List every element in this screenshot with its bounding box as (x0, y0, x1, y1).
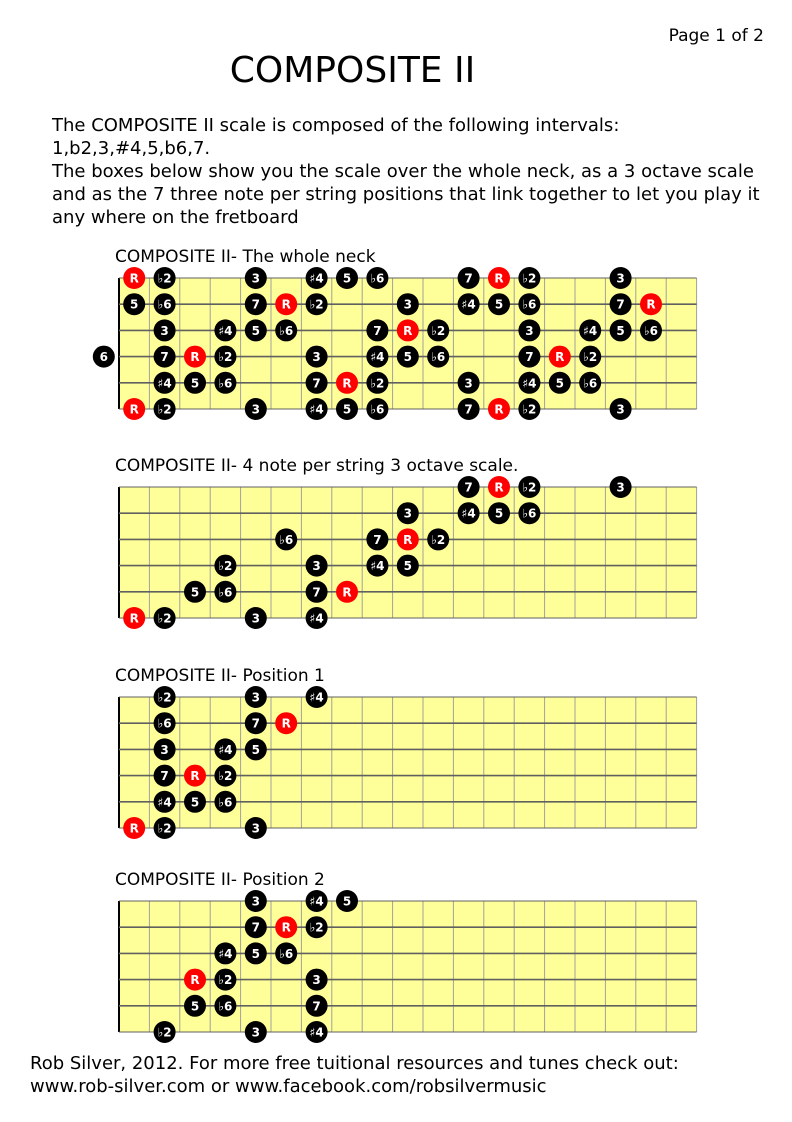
note-label: ♯4 (309, 271, 324, 286)
note-label: 7 (464, 480, 473, 495)
note-label: R (129, 821, 139, 836)
note-marker (306, 293, 328, 315)
note-label: R (494, 480, 504, 495)
note-marker (214, 995, 236, 1017)
note-marker (214, 969, 236, 991)
note-label: ♯4 (157, 795, 172, 810)
note-label: R (281, 297, 291, 312)
note-label: 5 (342, 894, 352, 909)
diagram-title: COMPOSITE II- The whole neck (115, 247, 376, 267)
note-label: R (342, 376, 352, 391)
note-label: 3 (616, 480, 625, 495)
note-marker (518, 293, 540, 315)
note-label: ♭6 (522, 506, 537, 521)
note-label: ♭6 (643, 323, 658, 338)
note-marker (154, 293, 176, 315)
note-label: ♭6 (370, 271, 385, 286)
note-marker (275, 528, 297, 550)
root-note-marker (640, 293, 662, 315)
note-marker (336, 890, 358, 912)
note-label: 5 (190, 376, 200, 391)
note-marker (306, 346, 328, 368)
note-label: 7 (616, 297, 625, 312)
fretboard (115, 686, 703, 836)
note-label: ♭6 (218, 585, 233, 600)
note-marker (184, 581, 206, 603)
note-marker (306, 267, 328, 289)
fretboard (115, 476, 703, 626)
diagram-title: COMPOSITE II- 4 note per string 3 octave scale. (115, 456, 519, 476)
note-marker (579, 372, 601, 394)
note-label: ♯4 (309, 611, 324, 626)
fretboard (99, 267, 703, 417)
note-label: ♭6 (157, 297, 172, 312)
note-label: R (494, 402, 504, 417)
note-marker (245, 890, 267, 912)
diagram-position-1 (115, 665, 325, 836)
note-marker (245, 319, 267, 341)
note-marker (93, 346, 115, 368)
note-label: ♯4 (370, 350, 385, 365)
note-marker (610, 319, 632, 341)
note-marker (306, 607, 328, 629)
diagram-position-2 (115, 869, 352, 1040)
note-label: 7 (312, 999, 321, 1014)
note-label: R (494, 271, 504, 286)
note-marker (306, 969, 328, 991)
note-marker (366, 267, 388, 289)
note-label: 5 (403, 350, 412, 365)
note-label: 5 (190, 585, 200, 600)
note-marker (275, 942, 297, 964)
note-label: ♭2 (218, 559, 233, 574)
note-label: ♭6 (157, 716, 172, 731)
root-note-marker (123, 267, 145, 289)
diagram-whole-neck (99, 246, 658, 417)
note-label: ♭2 (522, 271, 537, 286)
root-note-marker (336, 581, 358, 603)
note-marker (214, 319, 236, 341)
note-label: 5 (342, 402, 352, 417)
note-marker (610, 267, 632, 289)
note-marker (184, 995, 206, 1017)
note-label: ♭6 (431, 350, 446, 365)
note-label: 3 (464, 376, 473, 391)
note-marker (154, 372, 176, 394)
note-label: ♭2 (522, 402, 537, 417)
note-label: ♯4 (218, 323, 233, 338)
note-marker (214, 765, 236, 787)
note-label: 3 (403, 297, 412, 312)
note-marker (427, 346, 449, 368)
note-label: 7 (160, 769, 169, 784)
note-marker (154, 346, 176, 368)
note-marker (306, 686, 328, 708)
note-label: 3 (160, 323, 169, 338)
note-marker (427, 319, 449, 341)
note-label: ♭2 (218, 973, 233, 988)
note-label: ♭6 (279, 946, 294, 961)
note-label: ♯4 (370, 559, 385, 574)
note-marker (154, 712, 176, 734)
note-label: ♭2 (309, 920, 324, 935)
note-marker (336, 398, 358, 420)
root-note-marker (488, 398, 510, 420)
note-label: 7 (160, 350, 169, 365)
note-label: ♯4 (583, 323, 598, 338)
note-label: 3 (251, 821, 260, 836)
note-marker (245, 293, 267, 315)
note-marker (306, 372, 328, 394)
note-label: R (555, 350, 565, 365)
note-label: 3 (251, 690, 260, 705)
intro-text (52, 114, 772, 229)
note-label: ♯4 (522, 376, 537, 391)
note-label: ♭6 (218, 999, 233, 1014)
note-label: 3 (616, 402, 625, 417)
note-label: 5 (494, 506, 504, 521)
note-label: ♭2 (431, 532, 446, 547)
note-marker (245, 398, 267, 420)
note-marker (397, 293, 419, 315)
note-label: 3 (251, 1025, 260, 1040)
note-marker (366, 555, 388, 577)
note-marker (245, 686, 267, 708)
note-label: 3 (403, 506, 412, 521)
note-marker (518, 398, 540, 420)
note-label: ♯4 (218, 946, 233, 961)
note-marker (245, 817, 267, 839)
note-marker (154, 1021, 176, 1043)
intro-line-3: The boxes below show you the scale over the whole neck, as a 3 octave scale and as the 7 three note per string positions that link together to let you play it any where on the fretboard (52, 161, 760, 228)
note-marker (458, 398, 480, 420)
note-marker (214, 581, 236, 603)
note-label: R (129, 611, 139, 626)
note-marker (214, 346, 236, 368)
note-marker (154, 398, 176, 420)
intro-line-2: 1,b2,3,#4,5,b6,7. (52, 138, 211, 159)
note-label: ♭2 (157, 611, 172, 626)
footer-credit: Rob Silver, 2012. For more free tuitional resources and tunes check out: (30, 1053, 679, 1074)
note-label: 3 (312, 350, 321, 365)
note-marker (458, 293, 480, 315)
note-label: 3 (251, 271, 260, 286)
note-marker (366, 319, 388, 341)
note-marker (366, 372, 388, 394)
note-marker (123, 293, 145, 315)
note-marker (549, 372, 571, 394)
note-label: ♭2 (370, 376, 385, 391)
note-marker (397, 555, 419, 577)
root-note-marker (275, 916, 297, 938)
note-marker (154, 765, 176, 787)
note-label: R (403, 323, 413, 338)
note-label: ♭6 (279, 532, 294, 547)
note-marker (458, 476, 480, 498)
root-note-marker (123, 398, 145, 420)
note-marker (154, 267, 176, 289)
note-marker (427, 528, 449, 550)
note-marker (366, 346, 388, 368)
note-marker (306, 916, 328, 938)
footer-links: www.rob-silver.com or www.facebook.com/robsilvermusic (30, 1076, 547, 1097)
note-label: ♭2 (157, 271, 172, 286)
note-label: 5 (555, 376, 564, 391)
note-marker (518, 476, 540, 498)
note-marker (579, 319, 601, 341)
fretboard-wood (119, 697, 697, 828)
root-note-marker (488, 267, 510, 289)
note-label: ♭2 (522, 480, 537, 495)
note-marker (640, 319, 662, 341)
note-marker (154, 817, 176, 839)
note-label: ♭6 (218, 795, 233, 810)
root-note-marker (184, 969, 206, 991)
note-label: 3 (616, 271, 625, 286)
note-marker (184, 791, 206, 813)
note-label: 5 (190, 795, 200, 810)
note-label: R (281, 716, 291, 731)
note-marker (397, 346, 419, 368)
note-label: 6 (99, 350, 108, 365)
note-label: 5 (342, 271, 352, 286)
diagram-title: COMPOSITE II- Position 2 (115, 870, 325, 890)
note-marker (366, 398, 388, 420)
note-label: R (129, 271, 139, 286)
fretboard-wood (119, 901, 697, 1032)
note-label: ♯4 (157, 376, 172, 391)
note-marker (518, 267, 540, 289)
note-marker (214, 738, 236, 760)
note-marker (184, 372, 206, 394)
intro-line-1: The COMPOSITE II scale is composed of the following intervals: (52, 115, 620, 136)
note-marker (154, 791, 176, 813)
note-label: 5 (251, 742, 260, 757)
note-label: R (646, 297, 656, 312)
note-label: ♯4 (461, 297, 476, 312)
note-label: ♯4 (309, 1025, 324, 1040)
note-label: ♭2 (218, 350, 233, 365)
note-label: 5 (616, 323, 625, 338)
note-label: R (190, 973, 200, 988)
note-label: 3 (312, 973, 321, 988)
note-marker (488, 502, 510, 524)
root-note-marker (397, 528, 419, 550)
note-label: 7 (373, 532, 382, 547)
note-label: 5 (251, 946, 260, 961)
note-label: 5 (130, 297, 139, 312)
note-marker (518, 502, 540, 524)
note-label: 3 (525, 323, 534, 338)
note-marker (245, 942, 267, 964)
note-label: ♭2 (157, 821, 172, 836)
note-label: ♭2 (157, 690, 172, 705)
note-label: 7 (464, 271, 473, 286)
note-label: ♯4 (309, 894, 324, 909)
note-label: 5 (494, 297, 504, 312)
root-note-marker (336, 372, 358, 394)
diagram-title: COMPOSITE II- Position 1 (115, 666, 325, 686)
note-marker (214, 942, 236, 964)
root-note-marker (184, 346, 206, 368)
note-label: ♭2 (583, 350, 598, 365)
page-title: COMPOSITE II (229, 50, 476, 91)
root-note-marker (549, 346, 571, 368)
note-marker (214, 791, 236, 813)
note-marker (610, 476, 632, 498)
root-note-marker (275, 293, 297, 315)
note-label: 7 (373, 323, 382, 338)
note-label: ♭2 (157, 402, 172, 417)
note-marker (610, 398, 632, 420)
root-note-marker (397, 319, 419, 341)
note-marker (306, 890, 328, 912)
page-number: Page 1 of 2 (668, 26, 764, 46)
root-note-marker (184, 765, 206, 787)
note-marker (306, 1021, 328, 1043)
note-marker (214, 372, 236, 394)
note-label: 7 (525, 350, 534, 365)
note-marker (245, 607, 267, 629)
note-label: 5 (403, 559, 412, 574)
note-marker (306, 555, 328, 577)
diagram-three-octave-scale (115, 455, 625, 626)
note-marker (610, 293, 632, 315)
note-marker (458, 267, 480, 289)
note-marker (154, 686, 176, 708)
root-note-marker (275, 712, 297, 734)
note-label: 7 (464, 402, 473, 417)
note-marker (518, 319, 540, 341)
note-label: 3 (312, 559, 321, 574)
note-label: 5 (251, 323, 260, 338)
note-marker (397, 502, 419, 524)
note-marker (154, 738, 176, 760)
note-label: ♭6 (370, 402, 385, 417)
note-label: R (190, 350, 200, 365)
note-label: R (129, 402, 139, 417)
note-marker (306, 995, 328, 1017)
note-label: 3 (251, 894, 260, 909)
note-marker (306, 581, 328, 603)
note-label: 7 (251, 297, 260, 312)
note-label: 7 (312, 376, 321, 391)
note-label: 7 (251, 716, 260, 731)
note-label: R (403, 532, 413, 547)
note-label: R (281, 920, 291, 935)
note-marker (245, 738, 267, 760)
note-marker (275, 319, 297, 341)
note-label: 3 (251, 402, 260, 417)
note-marker (579, 346, 601, 368)
note-label: R (190, 769, 200, 784)
note-marker (306, 398, 328, 420)
note-label: ♭2 (157, 1025, 172, 1040)
note-label: 3 (160, 742, 169, 757)
note-label: ♭2 (218, 769, 233, 784)
root-note-marker (123, 607, 145, 629)
note-marker (154, 319, 176, 341)
note-label: ♭6 (583, 376, 598, 391)
note-marker (488, 293, 510, 315)
note-label: ♭6 (279, 323, 294, 338)
root-note-marker (123, 817, 145, 839)
note-label: 7 (251, 920, 260, 935)
note-label: 5 (190, 999, 200, 1014)
root-note-marker (488, 476, 510, 498)
note-marker (154, 607, 176, 629)
note-marker (245, 916, 267, 938)
note-label: ♯4 (461, 506, 476, 521)
note-label: ♯4 (218, 742, 233, 757)
note-label: ♭6 (218, 376, 233, 391)
note-marker (458, 372, 480, 394)
note-marker (366, 528, 388, 550)
note-label: ♯4 (309, 402, 324, 417)
fretboard (115, 890, 703, 1040)
note-marker (518, 372, 540, 394)
note-label: ♭6 (522, 297, 537, 312)
footer (30, 1052, 679, 1098)
note-label: 7 (312, 585, 321, 600)
note-marker (518, 346, 540, 368)
note-marker (245, 712, 267, 734)
note-label: 3 (251, 611, 260, 626)
note-marker (245, 267, 267, 289)
note-label: ♯4 (309, 690, 324, 705)
note-marker (458, 502, 480, 524)
note-marker (245, 1021, 267, 1043)
note-label: R (342, 585, 352, 600)
note-marker (336, 267, 358, 289)
note-label: ♭2 (309, 297, 324, 312)
note-label: ♭2 (431, 323, 446, 338)
note-marker (214, 555, 236, 577)
